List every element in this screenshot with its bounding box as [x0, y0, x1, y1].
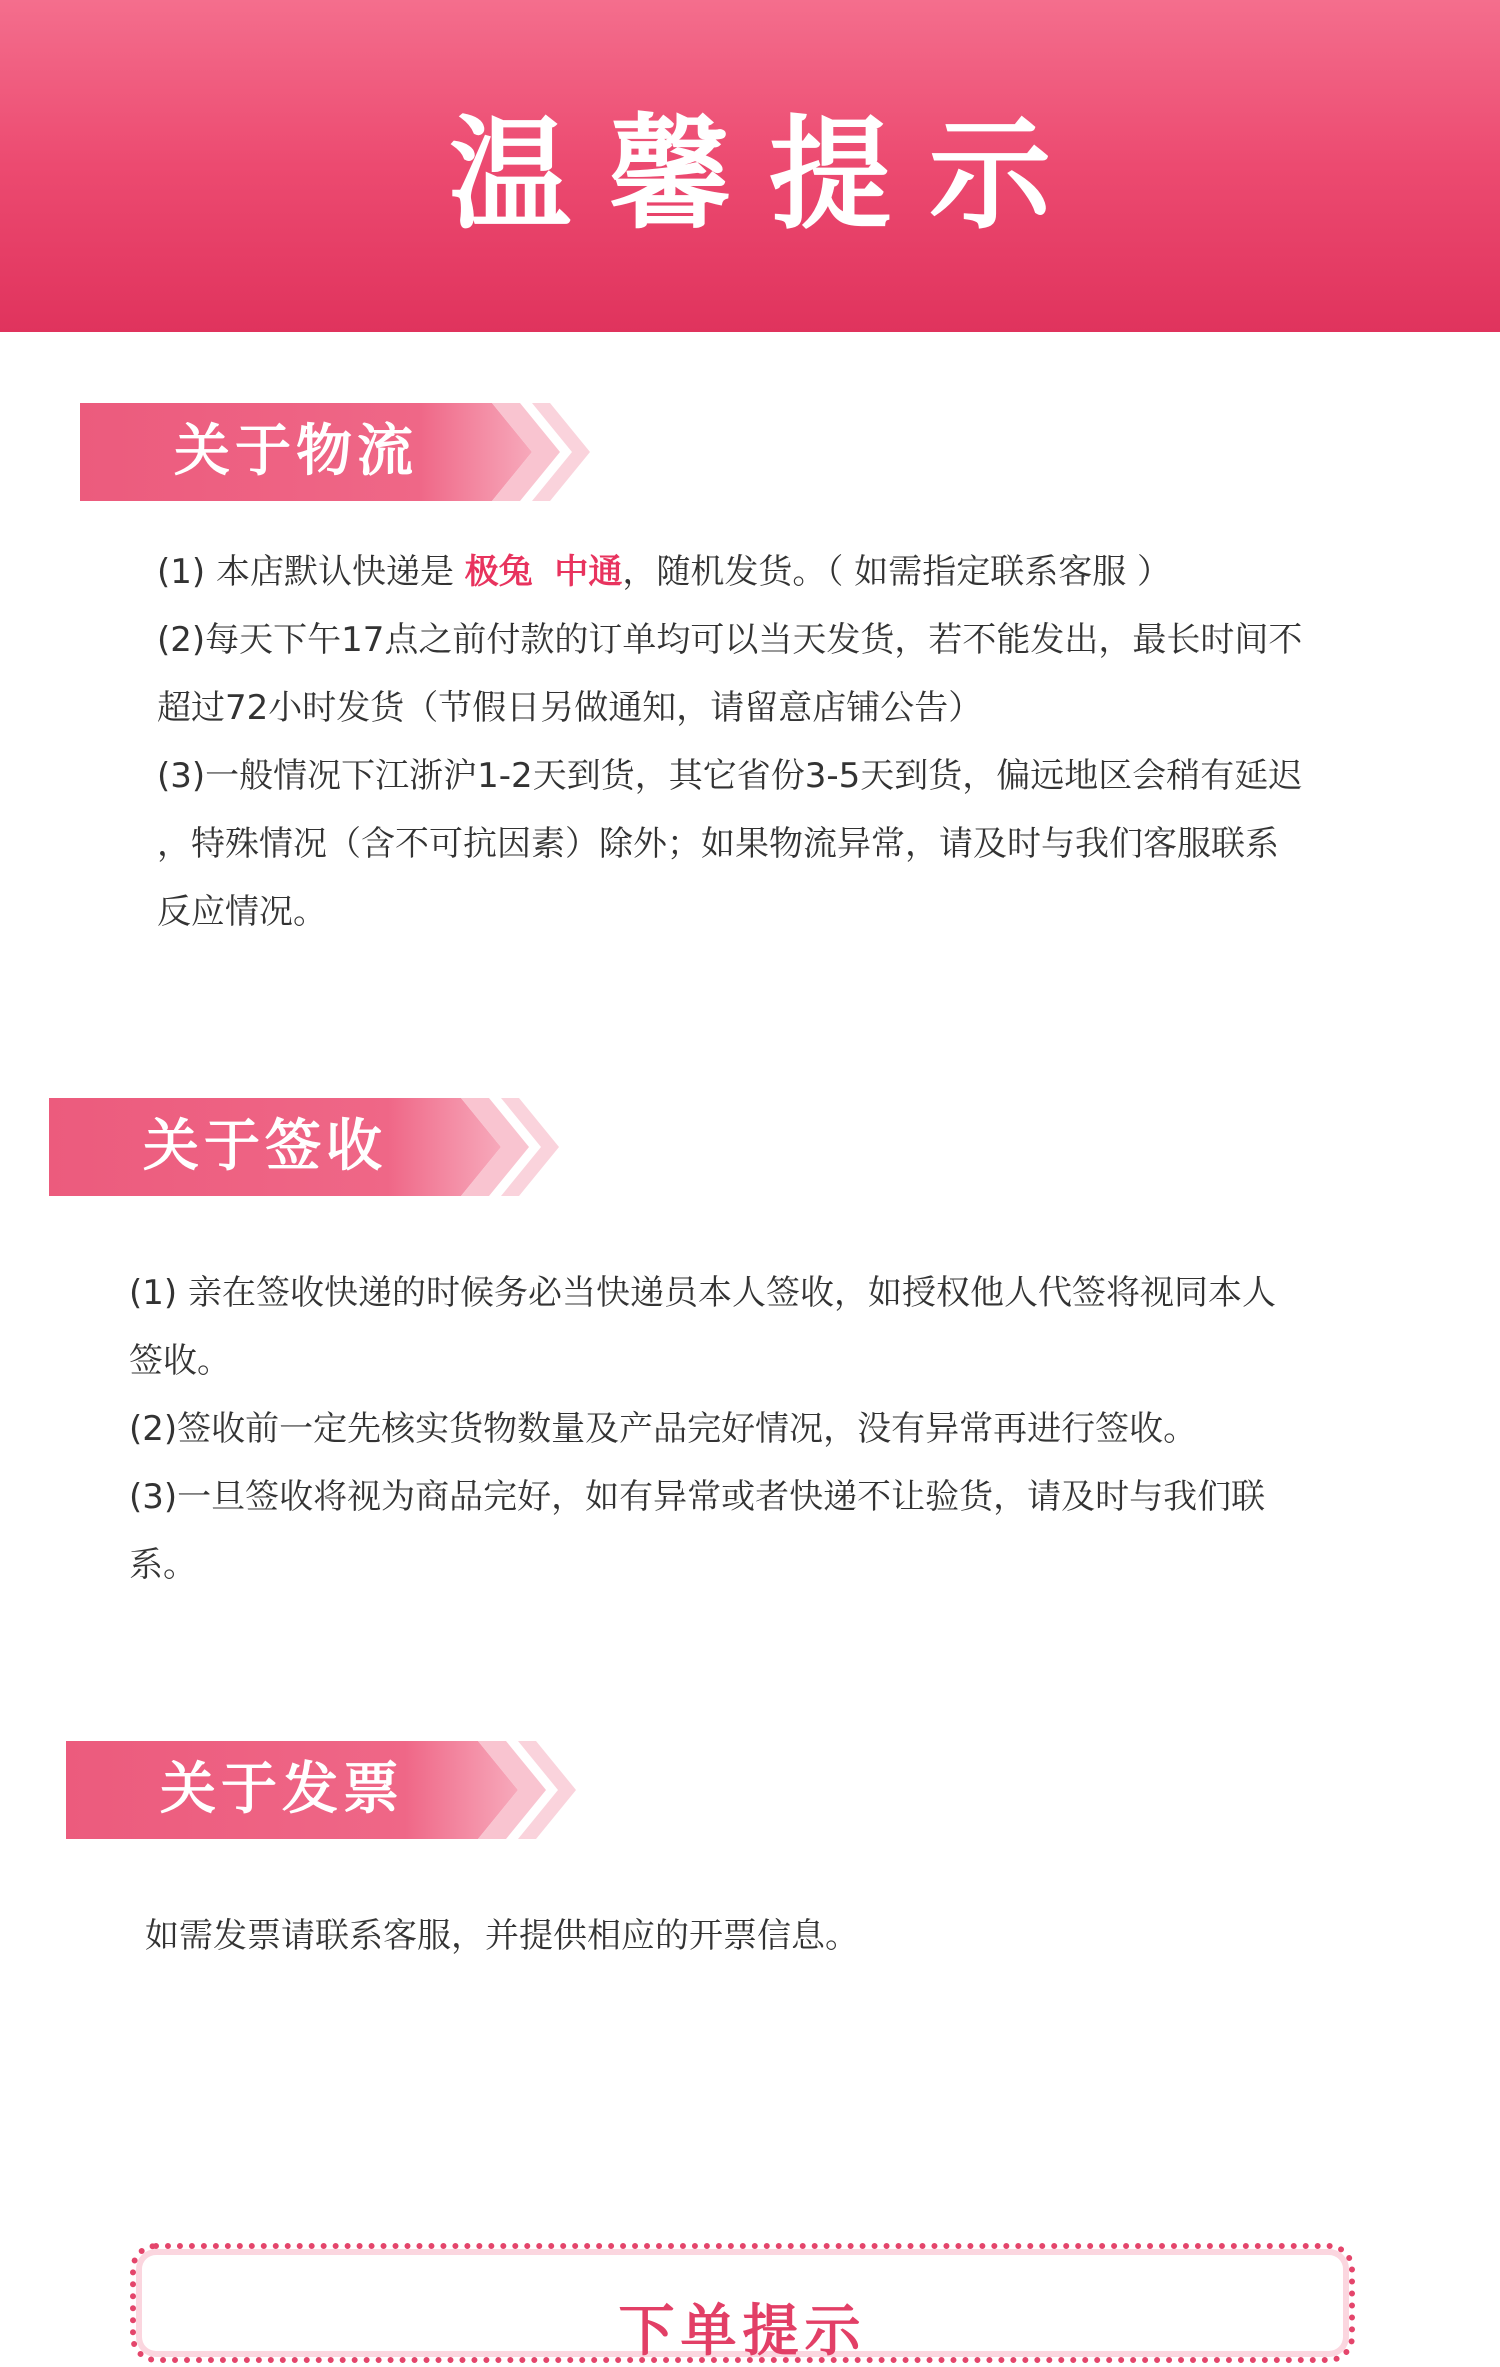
content-line: 反应情况。: [157, 892, 327, 932]
content-line: 签收。: [129, 1341, 231, 1381]
section-title: 关于发票: [160, 1757, 404, 1822]
section-header-receipt: [49, 1098, 559, 1196]
content-line: (3)一般情况下江浙沪1-2天到货，其它省份3-5天到货，偏远地区会稍有延迟: [157, 756, 1303, 796]
content-line: (3)一旦签收将视为商品完好，如有异常或者快递不让验货，请及时与我们联: [129, 1477, 1266, 1517]
courier-brand: 极兔: [464, 552, 533, 592]
content-line: 系。: [129, 1545, 197, 1585]
section-header-invoice: [66, 1741, 576, 1839]
order-notice-box: [130, 2243, 1355, 2363]
line-text: (1) 本店默认快递是: [157, 552, 465, 592]
receipt-content: [129, 1259, 1409, 1599]
line-text: ，随机发货。（ 如需指定联系客服 ）: [622, 552, 1172, 592]
logistics-content: [157, 538, 1437, 946]
section-header-logistics: [80, 403, 590, 501]
content-line: 超过72小时发货（节假日另做通知，请留意店铺公告）: [157, 688, 983, 728]
section-title: 关于签收: [143, 1114, 387, 1179]
content-line: (2)签收前一定先核实货物数量及产品完好情况，没有异常再进行签收。: [129, 1409, 1198, 1449]
content-line: 如需发票请联系客服，并提供相应的开票信息。: [145, 1916, 859, 1956]
notice-title: 下单提示: [618, 2299, 867, 2364]
invoice-content: [145, 1902, 1425, 1970]
section-title: 关于物流: [174, 419, 418, 484]
top-banner: [0, 0, 1500, 332]
content-line: (2)每天下午17点之前付款的订单均可以当天发货，若不能发出，最长时间不: [157, 620, 1303, 660]
content-line: (1) 亲在签收快递的时候务必当快递员本人签收，如授权他人代签将视同本人: [129, 1273, 1276, 1313]
content-line: ，特殊情况（含不可抗因素）除外；如果物流异常，请及时与我们客服联系: [157, 824, 1279, 864]
banner-title: 温馨提示: [449, 104, 1089, 246]
courier-brand: 中通: [554, 552, 623, 592]
content-line: [157, 538, 1437, 606]
